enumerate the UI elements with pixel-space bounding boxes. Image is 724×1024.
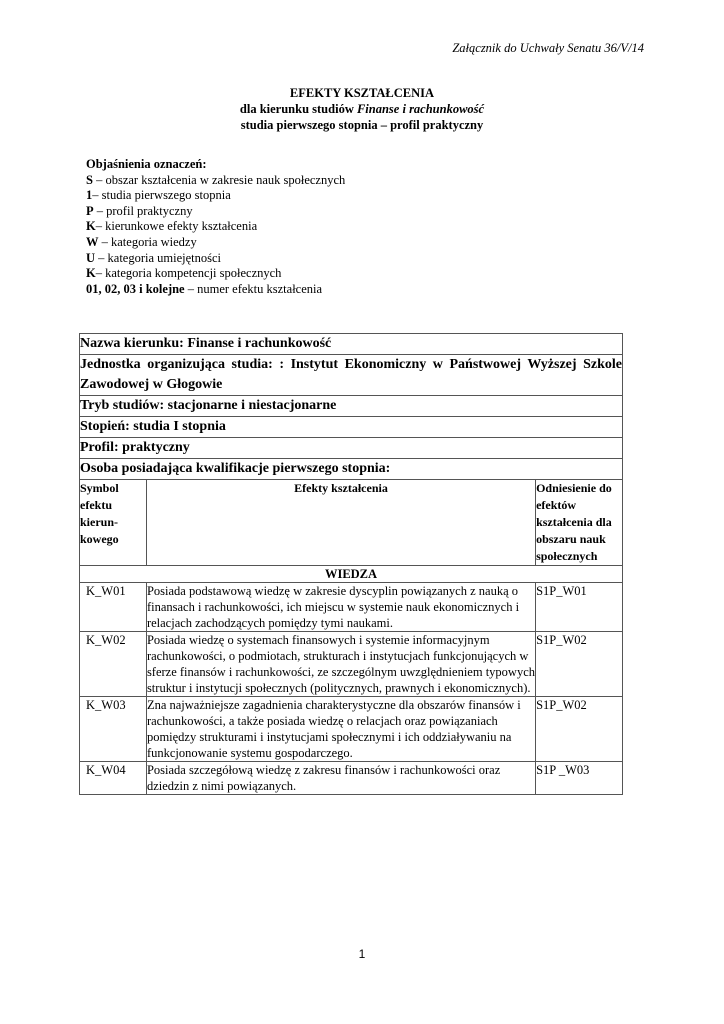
- page-number: 1: [358, 947, 366, 961]
- legend-text: – profil praktyczny: [93, 203, 193, 218]
- legend-item: [86, 235, 345, 251]
- legend-item: [86, 282, 345, 298]
- legend-code: P: [86, 203, 94, 218]
- legend-code: 01, 02, 03 i kolejne: [86, 281, 185, 296]
- legend-heading: Objaśnienia oznaczeń:: [86, 157, 207, 171]
- legend-code: W: [86, 234, 99, 249]
- legend-text: – kierunkowe efekty kształcenia: [95, 219, 258, 234]
- section-row: [80, 566, 623, 583]
- legend-code: S: [86, 172, 93, 187]
- profile-cell: Profil: praktyczny: [80, 438, 623, 459]
- organizing-unit-cell: Jednostka organizująca studia: : Instytut Ekonomiczny w Państwowej Wyższej Szkole Zawodowej w Głogowie: [80, 355, 623, 396]
- info-row: [80, 438, 623, 459]
- legend-code: 1: [86, 188, 93, 203]
- legend-item: [86, 204, 345, 220]
- legend-text: – kategoria wiedzy: [98, 234, 197, 249]
- effect-description: Posiada szczegółową wiedzę z zakresu finansów i rachunkowości oraz dziedzin z nimi powiązanych.: [146, 762, 535, 795]
- study-level-cell: Stopień: studia I stopnia: [80, 417, 623, 438]
- field-name-cell: Nazwa kierunku: Finanse i rachunkowość: [80, 334, 623, 355]
- effect-description: Posiada wiedzę o systemach finansowych i systemie informacyjnym rachunkowości, o podmiotach, strukturach i instytucjach funkcjonujących w sferze finansów i rachunkowości, ze szczególnym uwzględnieniem typowych struktur i instytucji społecznych (politycznych, prawnych i ekonomicznych).: [146, 633, 535, 695]
- reference-column-header: Odniesienie do efektów kształcenia dla obszaru nauk społecznych: [536, 480, 623, 566]
- symbol-column-header: Symbol efektu kierun-kowego: [80, 480, 147, 566]
- legend-code: U: [86, 250, 96, 265]
- document-title: EFEKTY KSZTAŁCENIA: [289, 86, 435, 100]
- effect-symbol: K_W04: [80, 762, 147, 795]
- info-row: [80, 355, 623, 396]
- qualification-cell: Osoba posiadająca kwalifikacje pierwszego stopnia:: [80, 459, 623, 480]
- annex-reference: Załącznik do Uchwały Senatu 36/V/14: [452, 41, 644, 55]
- column-header-row: [80, 480, 623, 566]
- legend-item: [86, 173, 345, 189]
- study-mode-cell: Tryb studiów: stacjonarne i niestacjonarne: [80, 396, 623, 417]
- effects-column-header: Efekty kształcenia: [146, 480, 535, 566]
- document-subtitle-field: [0, 101, 724, 117]
- field-of-study-name: Finanse i rachunkowość: [356, 102, 485, 116]
- legend-item: [86, 188, 345, 204]
- effect-symbol: K_W01: [80, 583, 147, 632]
- legend-item: [86, 251, 345, 267]
- table-row: [80, 632, 623, 697]
- info-row: [80, 396, 623, 417]
- legend-item: [86, 219, 345, 235]
- document-subtitle-level: studia pierwszego stopnia – profil praktyczny: [240, 118, 484, 132]
- effect-reference: S1P_W01: [536, 583, 623, 632]
- legend-code: K: [86, 266, 96, 281]
- legend-text: – kategoria umiejętności: [95, 250, 222, 265]
- legend-text: – kategoria kompetencji społecznych: [95, 266, 282, 281]
- effect-symbol: K_W02: [80, 632, 147, 697]
- effect-reference: S1P_W02: [536, 632, 623, 697]
- learning-outcomes-table: [79, 333, 623, 795]
- document-title-block: [0, 85, 724, 133]
- section-knowledge-label: WIEDZA: [80, 566, 623, 583]
- table-row: [80, 697, 623, 762]
- effect-reference: S1P _W03: [536, 762, 623, 795]
- info-row: [80, 459, 623, 480]
- legend-item: [86, 266, 345, 282]
- legend-text: – obszar kształcenia w zakresie nauk społecznych: [92, 172, 346, 187]
- legend-text: – numer efektu kształcenia: [184, 281, 323, 296]
- effect-reference: S1P_W02: [536, 697, 623, 762]
- table-row: [80, 762, 623, 795]
- legend: [86, 157, 345, 297]
- effect-description: Zna najważniejsze zagadnienia charakterystyczne dla obszarów finansów i rachunkowości, a także posiada wiedzę o relacjach oraz powiązaniach pomiędzy strukturami i instytucjami społecznymi i ich oddziaływaniu na funkcjonowanie systemu gospodarczego.: [146, 697, 535, 762]
- effect-description: Posiada podstawową wiedzę w zakresie dyscyplin powiązanych z nauką o finansach i rachunkowości, ich miejscu w systemie nauk ekonomicznych i relacjach zachodzących pomiędzy tymi naukami.: [146, 583, 535, 632]
- subtitle-prefix: dla kierunku studiów: [239, 102, 357, 116]
- table-row: [80, 583, 623, 632]
- info-row: [80, 417, 623, 438]
- legend-code: K: [86, 219, 96, 234]
- effect-symbol: K_W03: [80, 697, 147, 762]
- legend-text: – studia pierwszego stopnia: [92, 188, 231, 203]
- info-row: [80, 334, 623, 355]
